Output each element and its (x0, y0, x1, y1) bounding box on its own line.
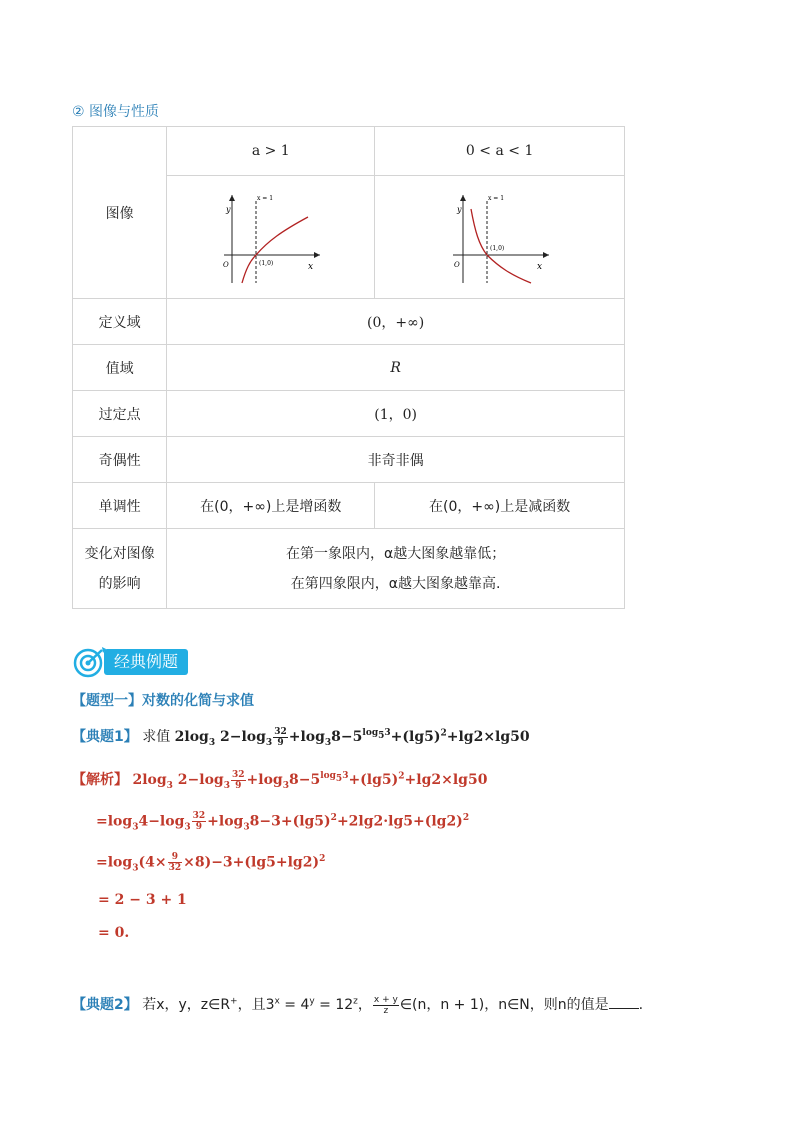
y-label: y (225, 205, 231, 214)
graph-increasing (167, 176, 375, 299)
solution-line-4: = 2 − 3 + 1 (98, 892, 187, 908)
example1-expression: $2\log_3$ $2-\log_3$ $\frac{32}{9}$ $+\log_38-5^{log_53}+(\lg 5)^2+\lg 2\times\lg 50$ (174, 726, 530, 748)
type-heading: 【题型一】对数的化简与求值 (72, 693, 254, 709)
header-a-gt-1: a > 1 (167, 127, 375, 176)
example1-prompt: 求值 (142, 729, 171, 745)
fixed-point-label: 过定点 (73, 391, 167, 437)
change-label-line-2: 的影响 (98, 575, 141, 592)
increasing-log-graph (216, 187, 326, 287)
example2-tag: 【典题2】 (72, 997, 138, 1013)
point-label: (1,0) (489, 245, 504, 252)
classic-examples-banner: 经典例题 (104, 649, 188, 675)
solution-tag: 【解析】 (72, 772, 128, 788)
example1-line (72, 726, 530, 748)
solution-expression: $2\log_3$ $2-\log_3$ $\frac{32}{9}$ $+\log_38-5^{log_53}+(\lg 5)^2+\lg 2\times\lg 50$ (132, 769, 488, 791)
section-title: ② 图像与性质 (72, 104, 160, 120)
range-label: 值域 (73, 345, 167, 391)
decreasing-log-graph (445, 187, 555, 287)
solution-line-1 (72, 769, 487, 791)
example2-text: 若x，y，z∈R+，且$3^x = 4^y = 12^z$， $\frac{x + y}{z}$ ∈(n，n + 1)，n∈N，则n的值是 . (142, 994, 644, 1016)
change-label-line-1: 变化对图像 (84, 545, 155, 562)
x-label: x (536, 262, 542, 272)
range-value: R (167, 345, 625, 391)
monotonic-increasing: 在(0，+∞)上是增函数 (167, 483, 375, 529)
y-axis-arrow (229, 195, 235, 201)
example2-line (72, 994, 643, 1016)
change-line-1: 在第一象限内，α越大图象越靠低； (286, 545, 506, 562)
x-label: x (307, 262, 313, 272)
monotonic-label: 单调性 (73, 483, 167, 529)
origin-label: O (222, 261, 229, 269)
example1-tag: 【典题1】 (72, 729, 138, 745)
log-curve (242, 217, 308, 283)
change-effect-value (167, 529, 625, 609)
header-a-lt-1: 0 < a < 1 (375, 127, 625, 176)
domain-value: (0，+∞) (167, 299, 625, 345)
solution-line-5: = 0. (98, 925, 130, 941)
parity-label: 奇偶性 (73, 437, 167, 483)
x-axis-arrow (314, 252, 320, 258)
asymptote-label: x = 1 (487, 195, 504, 202)
change-line-2: 在第四象限内，α越大图象越靠高. (290, 575, 501, 592)
y-axis-arrow (460, 195, 466, 201)
answer-blank[interactable] (609, 996, 639, 1009)
solution-line-3: $=\log_3(4\times$ $\frac{9}{32}$ $\times 8)-3+(\lg 5+\lg 2)^2$ (96, 852, 326, 874)
graph-row-label: 图像 (73, 127, 167, 299)
origin-label: O (453, 261, 460, 269)
y-label: y (456, 205, 462, 214)
asymptote-label: x = 1 (256, 195, 273, 202)
domain-label: 定义域 (73, 299, 167, 345)
point-label: (1,0) (258, 260, 273, 267)
graph-decreasing (375, 176, 625, 299)
monotonic-decreasing: 在(0，+∞)上是减函数 (375, 483, 625, 529)
parity-value: 非奇非偶 (167, 437, 625, 483)
solution-line-2: $=\log_34-\log_3$ $\frac{32}{9}$ $+\log_38-3+(\lg 5)^2+2\lg 2\cdot\lg 5+(\lg 2)^2$ (96, 811, 470, 833)
fixed-point-value: (1，0) (167, 391, 625, 437)
x-axis-arrow (543, 252, 549, 258)
properties-table (72, 126, 625, 609)
change-effect-label (73, 529, 167, 609)
